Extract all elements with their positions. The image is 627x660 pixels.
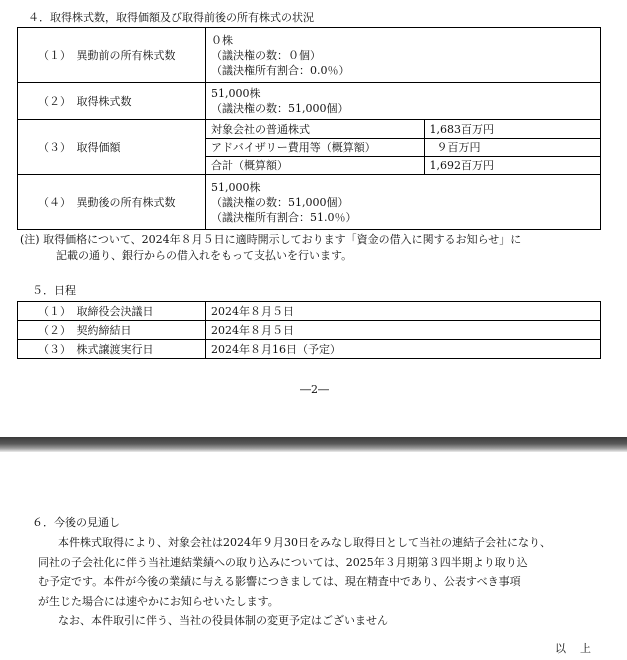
paragraph-line: む予定です。本件が今後の業績に与える影響につきましては、現在精査中であり、公表すべき事項 [38,575,521,588]
table-row [18,175,601,230]
paragraph-line: 本件株式取得により、対象会社は2024年９月30日をみなし取得日として当社の連結子会社になり、 [58,536,551,549]
section-5-heading: ５．日程 [32,284,76,297]
row-label: （３） 取得価額 [18,120,206,175]
price-breakdown-cell [206,120,601,175]
table-row [18,28,601,83]
schedule-date: 2024年８月16日（予定） [206,340,601,359]
paragraph-line: なお、本件取引に伴う、当社の役員体制の変更予定はございません [58,614,388,627]
value-line: （議決権の数：51,000個） [211,195,349,209]
value-line: 51,000株 [211,87,261,100]
schedule-label: （３） 株式譲渡実行日 [18,340,206,359]
section-4-heading: ４．取得株式数，取得価額及び取得前後の所有株式の状況 [28,11,314,24]
section-6-heading: ６．今後の見通し [32,516,120,529]
table-row [18,340,601,359]
note-line: 記載の通り、銀行からの借入れをもって支払いを行います。 [56,249,353,262]
row-label: （２） 取得株式数 [18,83,206,120]
table-row [18,83,601,120]
table-row [18,302,601,321]
price-breakdown [206,120,600,174]
note-line: (注) 取得価格について、2024年８月５日に適時開示しております「資金の借入に関するお知らせ」に [20,233,522,246]
price-item-value: ９百万円 [424,138,600,156]
price-item-value: 1,692百万円 [429,159,494,173]
price-item [206,120,600,138]
price-item-name: 合計（概算額） [206,156,424,174]
value-line: （議決権所有割合：0.0％） [211,63,350,77]
paragraph-line: 同社の子会社化に伴う当社連結業績への取り込みについては、2025年３月期第３四半期より取り込 [38,555,528,569]
price-item-name: 対象会社の普通株式 [206,120,424,138]
row-values [206,28,601,83]
table-row [18,321,601,340]
price-item-name: アドバイザリー費用等（概算額） [206,138,424,156]
price-item [206,156,600,174]
page-separator [0,437,627,452]
value-line: （議決権所有割合：51.0％） [211,210,357,224]
page-number: ―2― [300,383,329,396]
row-values [206,175,601,230]
acquisition-table [17,27,601,230]
value-line: （議決権の数：０個） [211,48,321,62]
table-row [18,120,601,175]
row-label: （１） 異動前の所有株式数 [18,28,206,83]
paragraph-line: が生じた場合には速やかにお知らせいたします。 [38,594,279,608]
value-line: ０株 [211,33,233,47]
schedule-label: （２） 契約締結日 [18,321,206,340]
schedule-date: 2024年８月５日 [206,321,601,340]
price-item [206,138,600,156]
schedule-label: （１） 取締役会決議日 [18,302,206,321]
schedule-date: 2024年８月５日 [206,302,601,321]
outlook-body [38,533,618,631]
row-values [206,83,601,120]
value-line: （議決権の数：51,000個） [211,102,349,115]
schedule-table [17,301,601,359]
price-item-value: 1,683百万円 [424,120,600,138]
closing-mark: 以上 [555,642,605,655]
value-line: 51,000株 [211,180,261,194]
row-label: （４） 異動後の所有株式数 [18,175,206,230]
